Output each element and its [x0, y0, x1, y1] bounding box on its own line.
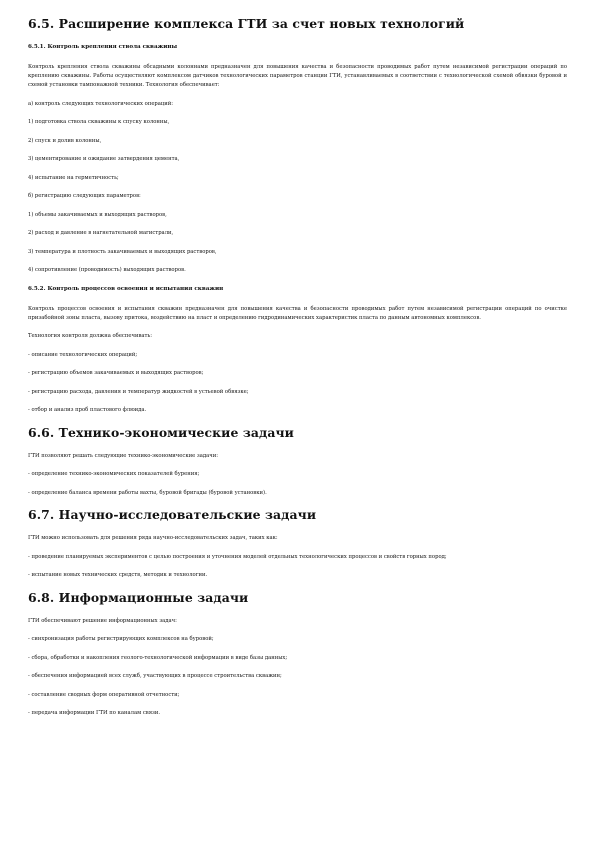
subsection-6-5-1-heading: 6.5.1. Контроль крепления ствола скважины — [28, 44, 178, 50]
list-lead-b: б) регистрацию следующих параметров: — [28, 193, 141, 199]
list-lead: ГТИ позволяют решать следующие технико-экономические задачи: — [28, 452, 218, 459]
list-item: - определение технико-экономических показателей бурения; — [28, 471, 200, 477]
list-item: - описание технологических операций; — [28, 351, 138, 358]
list-lead: Технология контроля должна обеспечивать: — [28, 333, 153, 339]
list-item: - передача информации ГТИ по каналам связи. — [28, 710, 161, 716]
list-item: - определение баланса времени работы вахты, буровой бригады (буровой установки). — [28, 489, 267, 496]
list-item: - регистрацию объемов закачиваемых и выходящих растворов; — [28, 370, 204, 376]
list-item: - синхронизация работы регистрирующих комплексов на буровой; — [28, 636, 214, 642]
list-item: 1) подготовка ствола скважины к спуску колонны, — [28, 119, 170, 125]
section-6-7-heading: 6.7. Научно-исследовательские задачи — [28, 507, 317, 522]
list-item: 4) испытание на герметичность; — [28, 174, 119, 181]
subsection-6-5-2-heading: 6.5.2. Контроль процессов освоения и испытания скважин — [28, 285, 224, 292]
list-item: - составление сводных форм оперативной отчетности; — [28, 691, 180, 698]
list-item: 3) температура и плотность закачиваемых и выходящих растворов, — [28, 248, 217, 255]
list-item: - отбор и анализ проб пластового флюида. — [28, 407, 147, 413]
section-6-8-heading: 6.8. Информационные задачи — [28, 589, 249, 605]
list-lead-a: а) контроль следующих технологических операций: — [28, 100, 174, 107]
subsection-6-5-2-paragraph: Контроль процессов освоения и испытания скважин предназначен для повышения качества и безопасности проводимых работ путем независимой регистрации операций по очистке призабойной зоны пласта, вызову притока, воздействию на пласт и определению гидродинамических характеристик пласта по данным автономных комплексов. — [28, 305, 567, 321]
list-item: 3) цементирование и ожидание затвердения цемента, — [28, 156, 180, 162]
list-item: 4) сопротивление (проводимость) выходящих растворов. — [28, 267, 186, 273]
list-item: - обеспечения информацией всех служб, участвующих в процессе строительства скважин; — [28, 673, 282, 679]
list-item: - проведение планируемых экспериментов с целью построения и уточнения моделей отдельных технологических процессов и свойств горных пород; — [28, 553, 447, 560]
list-lead: ГТИ можно использовать для решения ряда научно-исследовательских задач, таких как: — [28, 535, 278, 541]
list-item: 2) спуск и долив колонны, — [28, 137, 102, 144]
list-item: - регистрацию расхода, давления и температур жидкостей в устьевой обвязке; — [28, 388, 249, 395]
section-6-6-heading: 6.6. Технико-экономические задачи — [28, 424, 294, 440]
subsection-6-5-1-paragraph: Контроль крепления ствола скважины обсадными колоннами предназначен для повышения качества и безопасности проводимых работ путем независимой регистрации операций по креплению скважины. Работы осуществляют комплексом датчиков технологических параметров станции ГТИ, устанавливаемых в соответствии с технологической схемой обвязки буровой и схемой установки тампонажной техники. Технология обеспечивает: — [28, 64, 567, 88]
list-item: - испытание новых технических средств, методик и технологии. — [28, 572, 208, 578]
list-lead: ГТИ обеспечивают решение информационных задач: — [28, 617, 177, 624]
list-item: - сбора, обработки и накопления геолого-технологической информации в виде базы данных; — [28, 654, 288, 661]
list-item: 2) расход и давление в нагнетательной магистрали, — [28, 230, 174, 236]
section-6-5-heading: 6.5. Расширение комплекса ГТИ за счет новых технологий — [28, 16, 465, 31]
list-item: 1) объемы закачиваемых и выходящих растворов, — [28, 211, 167, 218]
